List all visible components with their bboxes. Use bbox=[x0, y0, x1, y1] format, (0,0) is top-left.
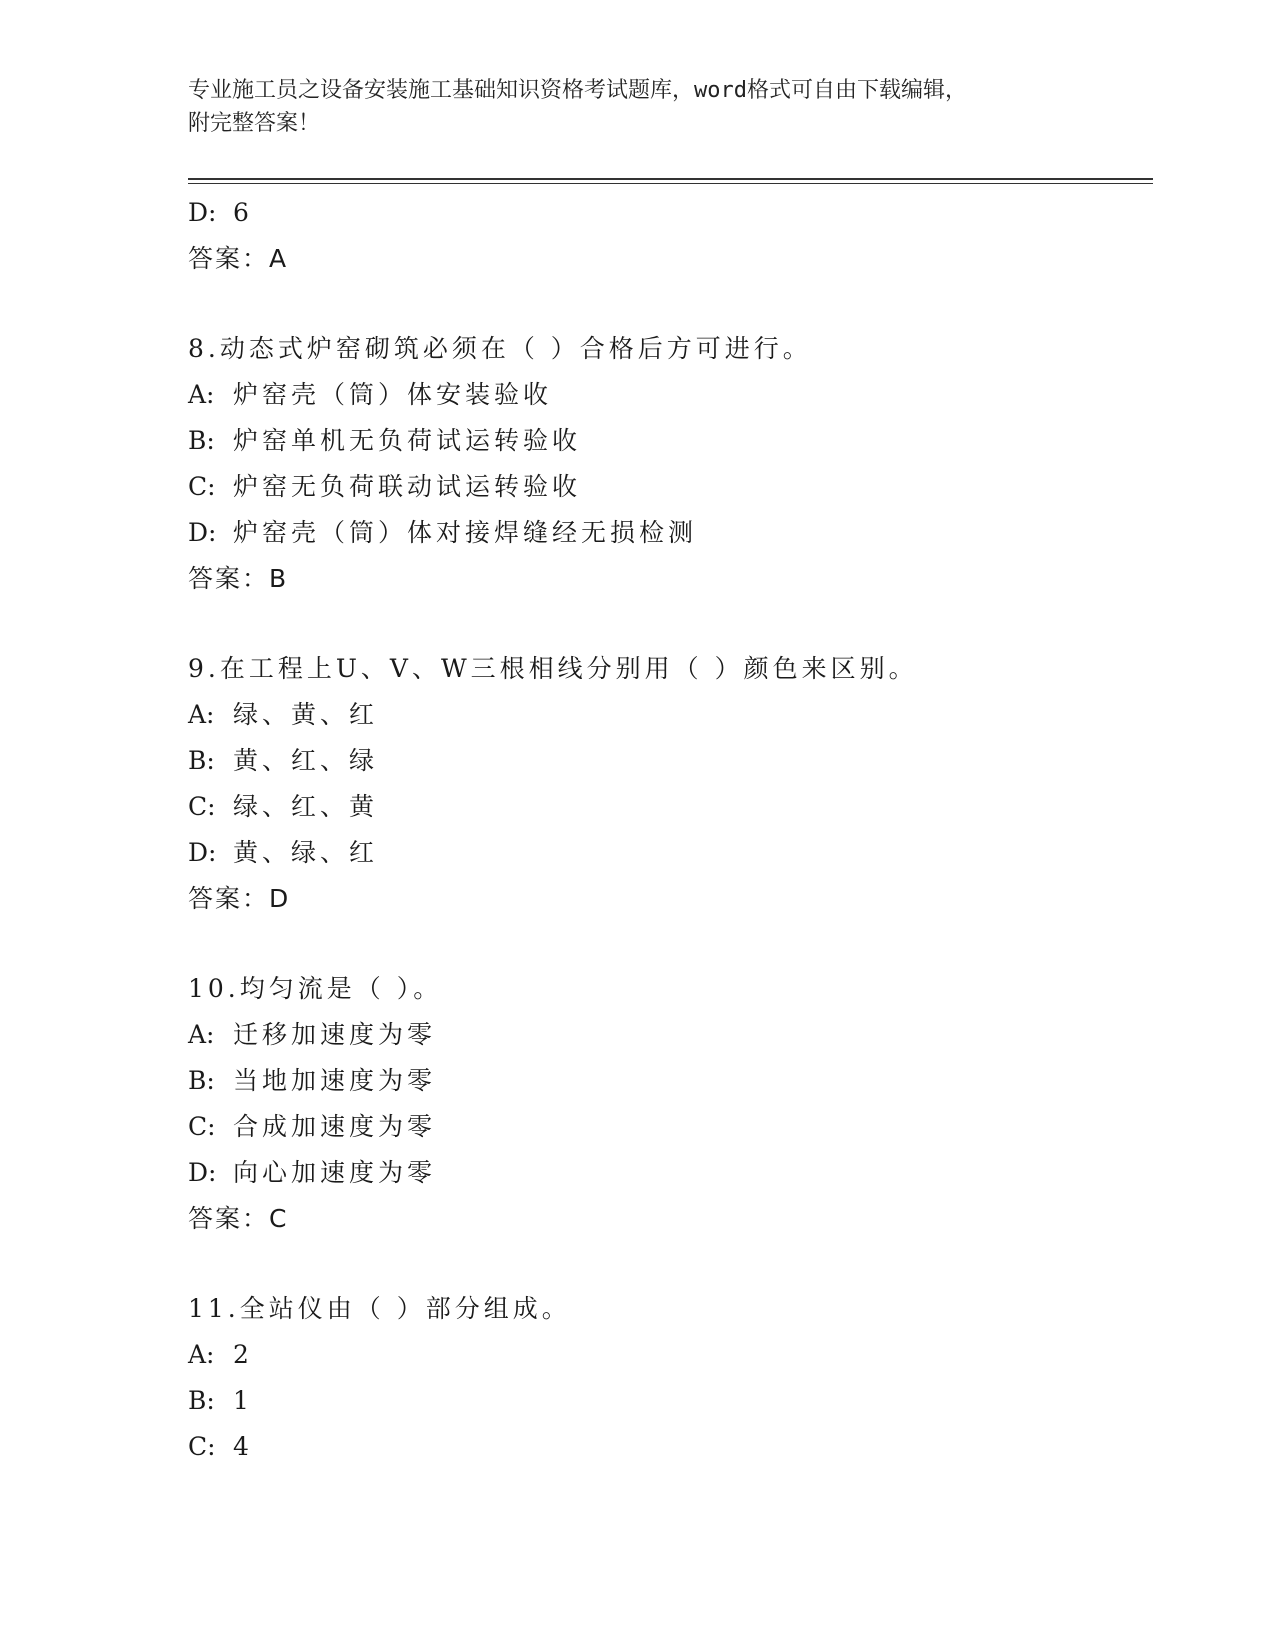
option-text: 合成加速度为零 bbox=[233, 1112, 437, 1141]
option-text: 向心加速度为零 bbox=[233, 1158, 437, 1187]
header-divider-thick bbox=[188, 178, 1153, 180]
option-row bbox=[188, 372, 1153, 418]
option-row bbox=[188, 1424, 1153, 1470]
option-key: D: bbox=[188, 518, 217, 547]
option-text: 黄、绿、红 bbox=[233, 838, 379, 867]
question-text: 10.均匀流是（ ）。 bbox=[188, 974, 443, 1003]
option-text: 炉窑壳（筒）体安装验收 bbox=[233, 380, 553, 409]
option-text: 2 bbox=[233, 1340, 253, 1369]
question-text: 11.全站仪由（ ）部分组成。 bbox=[188, 1294, 571, 1323]
option-key: C: bbox=[188, 1112, 216, 1141]
answer-line: 答案：A bbox=[188, 244, 289, 273]
option-row bbox=[188, 464, 1153, 510]
option-row bbox=[188, 692, 1153, 738]
header-line-2: 附完整答案！ bbox=[188, 111, 321, 136]
option-key: B: bbox=[188, 426, 215, 455]
option-text: 1 bbox=[233, 1386, 253, 1415]
option-row bbox=[188, 1150, 1153, 1196]
question-text: 8.动态式炉窑砌筑必须在（ ）合格后方可进行。 bbox=[188, 334, 812, 363]
option-row bbox=[188, 1378, 1153, 1424]
question-list bbox=[188, 190, 1153, 1470]
option-row bbox=[188, 1012, 1153, 1058]
option-key: D: bbox=[188, 838, 217, 867]
option-row bbox=[188, 784, 1153, 830]
option-text: 炉窑单机无负荷试运转验收 bbox=[233, 426, 582, 455]
option-text: 炉窑无负荷联动试运转验收 bbox=[233, 472, 582, 501]
question-text: 9.在工程上U、V、W三根相线分别用（ ）颜色来区别。 bbox=[188, 654, 918, 683]
answer-line: 答案：B bbox=[188, 564, 289, 593]
option-key: C: bbox=[188, 1432, 216, 1461]
option-row bbox=[188, 190, 1153, 236]
option-text: 当地加速度为零 bbox=[233, 1066, 437, 1095]
option-key: A: bbox=[188, 1020, 215, 1049]
answer-line: 答案：C bbox=[188, 1204, 289, 1233]
option-key: B: bbox=[188, 746, 215, 775]
option-key: A: bbox=[188, 1340, 215, 1369]
option-row bbox=[188, 510, 1153, 556]
option-key: A: bbox=[188, 380, 215, 409]
option-text: 黄、红、绿 bbox=[233, 746, 379, 775]
option-row bbox=[188, 830, 1153, 876]
option-key: C: bbox=[188, 472, 216, 501]
option-text: 迁移加速度为零 bbox=[233, 1020, 437, 1049]
header-line-1: 专业施工员之设备安装施工基础知识资格考试题库，word格式可自由下载编辑， bbox=[188, 78, 967, 103]
option-key: C: bbox=[188, 792, 216, 821]
option-text: 6 bbox=[233, 198, 253, 227]
header-divider-thin bbox=[188, 183, 1153, 184]
option-text: 绿、黄、红 bbox=[233, 700, 379, 729]
option-row bbox=[188, 1104, 1153, 1150]
option-key: B: bbox=[188, 1386, 215, 1415]
option-text: 炉窑壳（筒）体对接焊缝经无损检测 bbox=[233, 518, 698, 547]
option-key: A: bbox=[188, 700, 215, 729]
option-key: B: bbox=[188, 1066, 215, 1095]
document-header bbox=[188, 74, 1088, 140]
answer-line: 答案：D bbox=[188, 884, 291, 913]
option-row bbox=[188, 1058, 1153, 1104]
option-row bbox=[188, 1332, 1153, 1378]
option-key: D: bbox=[188, 198, 217, 227]
option-row bbox=[188, 418, 1153, 464]
option-key: D: bbox=[188, 1158, 217, 1187]
option-text: 4 bbox=[233, 1432, 253, 1461]
option-text: 绿、红、黄 bbox=[233, 792, 379, 821]
option-row bbox=[188, 738, 1153, 784]
